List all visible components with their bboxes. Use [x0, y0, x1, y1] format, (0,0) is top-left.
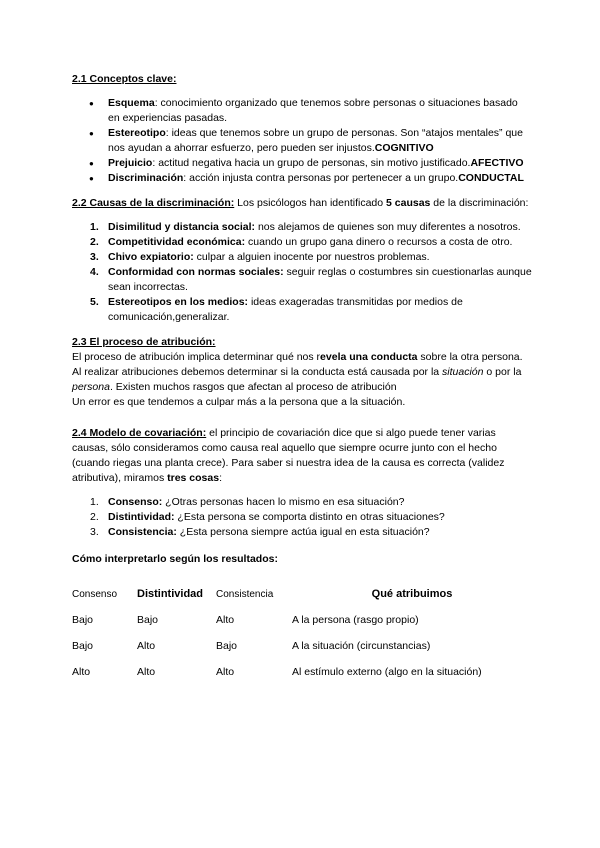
list-item — [90, 265, 532, 295]
term: Estereotipo — [108, 127, 166, 139]
table-cell: Alto — [137, 639, 156, 652]
table-cell: Alto — [216, 613, 235, 626]
text: sobre la otra persona. Al realizar atribuciones debemos determinar si la conducta está causada por la — [72, 351, 523, 378]
definition: : acción injusta contra personas por pertenecer a un grupo. — [183, 172, 459, 184]
text: de la discriminación: — [430, 197, 529, 209]
term: Conformidad con normas sociales: — [108, 266, 284, 278]
causes-list — [72, 220, 532, 325]
item-number: 5. — [90, 296, 99, 308]
list-item — [90, 235, 532, 250]
term: Consenso: — [108, 496, 163, 508]
table-cell: Bajo — [216, 639, 238, 652]
text: : — [219, 472, 222, 484]
tag: CONDUCTAL — [458, 172, 524, 184]
term: Esquema — [108, 97, 155, 109]
text: o por la — [483, 366, 522, 378]
item-number: 3. — [90, 526, 99, 538]
definition: ideas exageradas transmitidas por medios de comunicación,generalizar. — [108, 296, 463, 323]
table-cell: Bajo — [72, 613, 94, 626]
item-number: 2. — [90, 511, 99, 523]
term: Competitividad económica: — [108, 236, 246, 248]
table-cell: Alto — [216, 665, 235, 678]
definition: ¿Esta persona siempre actúa igual en esta situación? — [176, 526, 430, 538]
list-item — [108, 96, 532, 126]
definition: seguir reglas o costumbres sin cuestionarlas aunque sean incorrectas. — [108, 266, 532, 293]
column-header: Distintividad — [137, 587, 204, 600]
text-bold: tres cosas — [167, 472, 220, 484]
table-cell: Bajo — [137, 613, 159, 626]
document-content — [72, 72, 532, 685]
section-2-3-heading: 2.3 El proceso de atribución: — [72, 336, 216, 348]
term: Consistencia: — [108, 526, 177, 538]
definition: nos alejamos de quienes son muy diferentes a nosotros. — [255, 221, 521, 233]
term: Chivo expiatorio: — [108, 251, 194, 263]
list-item — [90, 510, 532, 525]
term: Distintividad: — [108, 511, 175, 523]
section-2-4-paragraph — [72, 426, 532, 486]
definition: ¿Esta persona se comporta distinto en otras situaciones? — [174, 511, 445, 523]
text: el principio de covariación dice que si algo puede tener varias causas, sólo consideramos como causa real aquello que siempre ocurre junto con el hecho (cuando riegas una planta crece). Para saber si nuestra idea de la causa es correcta (validez atributiva), miramos — [72, 427, 505, 484]
definition: ¿Otras personas hacen lo mismo en esa situación? — [162, 496, 405, 508]
term: Disimilitud y distancia social: — [108, 221, 256, 233]
list-item — [90, 495, 532, 510]
column-header: Qué atribuimos — [371, 587, 453, 600]
list-item — [108, 171, 532, 186]
item-number: 3. — [90, 251, 99, 263]
definition: : conocimiento organizado que tenemos sobre personas o situaciones basado en experiencias pasadas. — [108, 97, 518, 124]
covariation-list — [72, 495, 532, 540]
list-item — [108, 156, 532, 171]
table-cell: Al estímulo externo (algo en la situación) — [292, 665, 482, 678]
text: El proceso de atribución implica determinar qué nos r — [72, 351, 321, 363]
list-item — [90, 525, 532, 540]
column-header: Consistencia — [216, 588, 274, 600]
definition: culpar a alguien inocente por nuestros problemas. — [193, 251, 430, 263]
table-row — [72, 607, 532, 633]
text-italic: persona — [72, 381, 110, 393]
definition: : actitud negativa hacia un grupo de personas, sin motivo justificado. — [152, 157, 471, 169]
section-2-2-intro — [72, 196, 532, 211]
table-cell: A la persona (rasgo propio) — [292, 613, 419, 626]
section-2-3-error: Un error es que tendemos a culpar más a la persona que a la situación. — [72, 396, 406, 408]
list-item — [90, 295, 532, 325]
item-number: 1. — [90, 221, 99, 233]
concepts-list — [72, 96, 532, 186]
table-caption: Cómo interpretarlo según los resultados: — [72, 553, 278, 565]
section-2-4-heading: 2.4 Modelo de covariación: — [72, 427, 207, 439]
text-bold: 5 causas — [386, 197, 431, 209]
column-header: Consenso — [72, 588, 118, 600]
section-2-3-paragraph — [72, 350, 532, 395]
attribution-table — [72, 581, 532, 685]
term: Estereotipos en los medios: — [108, 296, 249, 308]
table-cell: Alto — [72, 665, 91, 678]
tag: AFECTIVO — [470, 157, 524, 169]
item-number: 4. — [90, 266, 99, 278]
section-2-2-heading: 2.2 Causas de la discriminación: — [72, 197, 235, 209]
definition: cuando un grupo gana dinero o recursos a costa de otro. — [245, 236, 513, 248]
item-number: 1. — [90, 496, 99, 508]
table-row — [72, 659, 532, 685]
term: Discriminación — [108, 172, 184, 184]
text-bold: evela una conducta — [320, 351, 418, 363]
section-2-1-heading: 2.1 Conceptos clave: — [72, 73, 177, 85]
table-cell: Alto — [137, 665, 156, 678]
table-row — [72, 633, 532, 659]
table-header-row — [72, 581, 532, 607]
tag: COGNITIVO — [374, 142, 434, 154]
term: Prejuicio — [108, 157, 153, 169]
list-item — [90, 220, 532, 235]
table-cell: A la situación (circunstancias) — [292, 639, 431, 652]
text-italic: situación — [442, 366, 484, 378]
item-number: 2. — [90, 236, 99, 248]
definition: : ideas que tenemos sobre un grupo de personas. Son “atajos mentales” que nos ayudan a ahorrar esfuerzo, pero pueden ser injustos. — [108, 127, 523, 154]
text: Los psicólogos han identificado — [234, 197, 387, 209]
list-item — [108, 126, 532, 156]
text: . Existen muchos rasgos que afectan al proceso de atribución — [109, 381, 397, 393]
list-item — [90, 250, 532, 265]
table-cell: Bajo — [72, 639, 94, 652]
